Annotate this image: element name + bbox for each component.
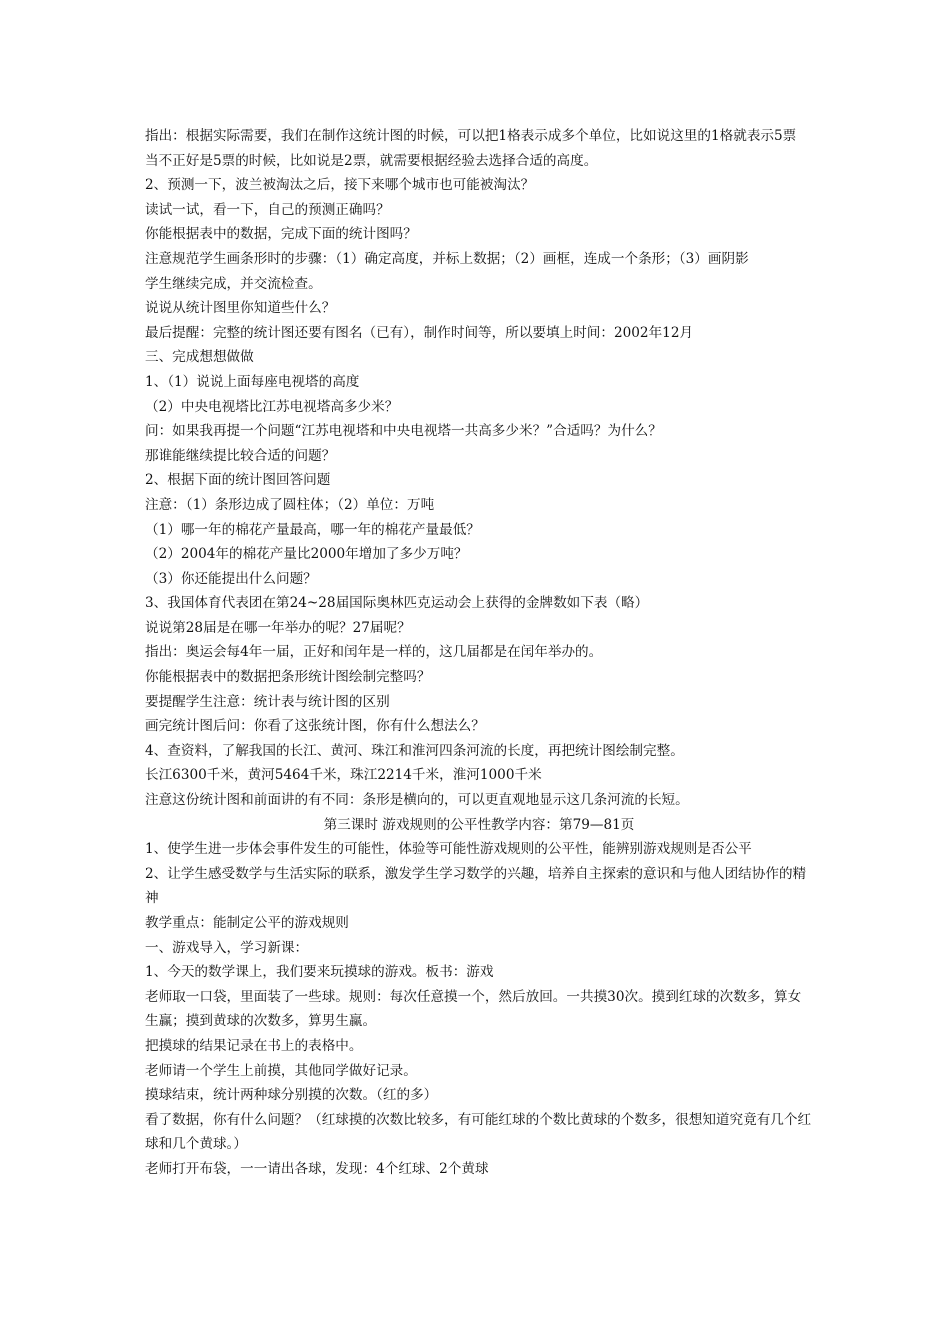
paragraph-line: （2）中央电视塔比江苏电视塔高多少米？ bbox=[145, 398, 399, 415]
paragraph-line: 教学重点：能制定公平的游戏规则 bbox=[145, 915, 349, 931]
paragraph-line: 2、预测一下，波兰被淘汰之后，接下来哪个城市也可能被淘汰？ bbox=[145, 177, 535, 194]
paragraph-line: 要提醒学生注意：统计表与统计图的区别 bbox=[145, 693, 390, 710]
paragraph-line: 老师取一口袋，里面装了一些球。规则：每次任意摸一个，然后放回。一共摸30次。摸到红球的次数多，算女生赢；摸到黄球的次数多，算男生赢。 bbox=[145, 988, 802, 1030]
paragraph-line: 注意规范学生画条形时的步骤：（1）确定高度，并标上数据；（2）画框，连成一个条形；（3）画阴影 bbox=[145, 250, 749, 267]
paragraph-line: 当不正好是5票的时候，比如说是2票，就需要根据经验去选择合适的高度。 bbox=[145, 152, 598, 169]
paragraph-line: 画完统计图后问：你看了这张统计图，你有什么想法么？ bbox=[145, 718, 485, 735]
document-body bbox=[145, 124, 813, 1182]
paragraph-line: 指出：根据实际需要，我们在制作这统计图的时候，可以把1格表示成多个单位，比如说这里的1格就表示5票 bbox=[145, 128, 797, 144]
paragraph-line: 学生继续完成，并交流检查。 bbox=[145, 275, 322, 292]
paragraph-line: 4、查资料，了解我国的长江、黄河、珠江和淮河四条河流的长度，再把统计图绘制完整。 bbox=[145, 742, 684, 759]
paragraph-line: 你能根据表中的数据把条形统计图绘制完整吗？ bbox=[145, 669, 431, 686]
lesson-title: 第三课时 游戏规则的公平性教学内容：第79—81页 bbox=[323, 816, 635, 833]
paragraph-line: 老师请一个学生上前摸，其他同学做好记录。 bbox=[145, 1062, 417, 1079]
paragraph-line: 摸球结束，统计两种球分别摸的次数。（红的多） bbox=[145, 1087, 438, 1104]
paragraph-line: 问：如果我再提一个问题“江苏电视塔和中央电视塔一共高多少米？”合适吗？为什么？ bbox=[145, 423, 662, 440]
paragraph-line: 看了数据，你有什么问题？（红球摸的次数比较多，有可能红球的个数比黄球的个数多，很想知道究竟有几个红球和几个黄球。） bbox=[145, 1111, 812, 1153]
paragraph-line: 读试一试，看一下，自己的预测正确吗？ bbox=[145, 201, 390, 218]
paragraph-line: （1）哪一年的棉花产量最高，哪一年的棉花产量最低？ bbox=[145, 521, 480, 538]
paragraph-line: 1、今天的数学课上，我们要来玩摸球的游戏。板书：游戏 bbox=[145, 964, 494, 981]
paragraph-line: （2）2004年的棉花产量比2000年增加了多少万吨？ bbox=[145, 546, 468, 563]
paragraph-line: 长江6300千米，黄河5464千米，珠江2214千米，淮河1000千米 bbox=[145, 767, 542, 784]
paragraph-line: 1、（1）说说上面每座电视塔的高度 bbox=[145, 373, 360, 390]
paragraph-line: 注意：（1）条形边成了圆柱体；（2）单位：万吨 bbox=[145, 496, 435, 513]
paragraph-line: 2、让学生感受数学与生活实际的联系，激发学生学习数学的兴趣，培养自主探索的意识和与他人团结协作的精神 bbox=[145, 865, 807, 907]
paragraph-line: 3、我国体育代表团在第24~28届国际奥林匹克运动会上获得的金牌数如下表（略） bbox=[145, 595, 649, 612]
paragraph-line: 说说从统计图里你知道些什么？ bbox=[145, 300, 336, 317]
paragraph-line: 老师打开布袋，一一请出各球，发现：4个红球、2个黄球 bbox=[145, 1160, 489, 1177]
paragraph-line: 指出：奥运会每4年一届，正好和闰年是一样的，这几届都是在闰年举办的。 bbox=[145, 644, 603, 661]
paragraph-line: 你能根据表中的数据，完成下面的统计图吗？ bbox=[145, 226, 417, 243]
paragraph-line: 1、使学生进一步体会事件发生的可能性，体验等可能性游戏规则的公平性，能辨别游戏规则是否公平 bbox=[145, 841, 752, 858]
paragraph-line: 2、根据下面的统计图回答问题 bbox=[145, 472, 331, 489]
section-heading: 三、完成想想做做 bbox=[145, 349, 254, 366]
paragraph-line: （3）你还能提出什么问题？ bbox=[145, 570, 317, 587]
paragraph-line: 注意这份统计图和前面讲的有不同：条形是横向的，可以更直观地显示这几条河流的长短。 bbox=[145, 792, 689, 809]
section-heading: 一、游戏导入，学习新课： bbox=[145, 939, 309, 956]
paragraph-line: 最后提醒：完整的统计图还要有图名（已有），制作时间等，所以要填上时间：2002年12月 bbox=[145, 324, 694, 341]
paragraph-line: 那谁能继续提比较合适的问题？ bbox=[145, 447, 336, 464]
paragraph-line: 说说第28届是在哪一年举办的呢？27届呢？ bbox=[145, 619, 411, 636]
paragraph-line: 把摸球的结果记录在书上的表格中。 bbox=[145, 1037, 363, 1054]
